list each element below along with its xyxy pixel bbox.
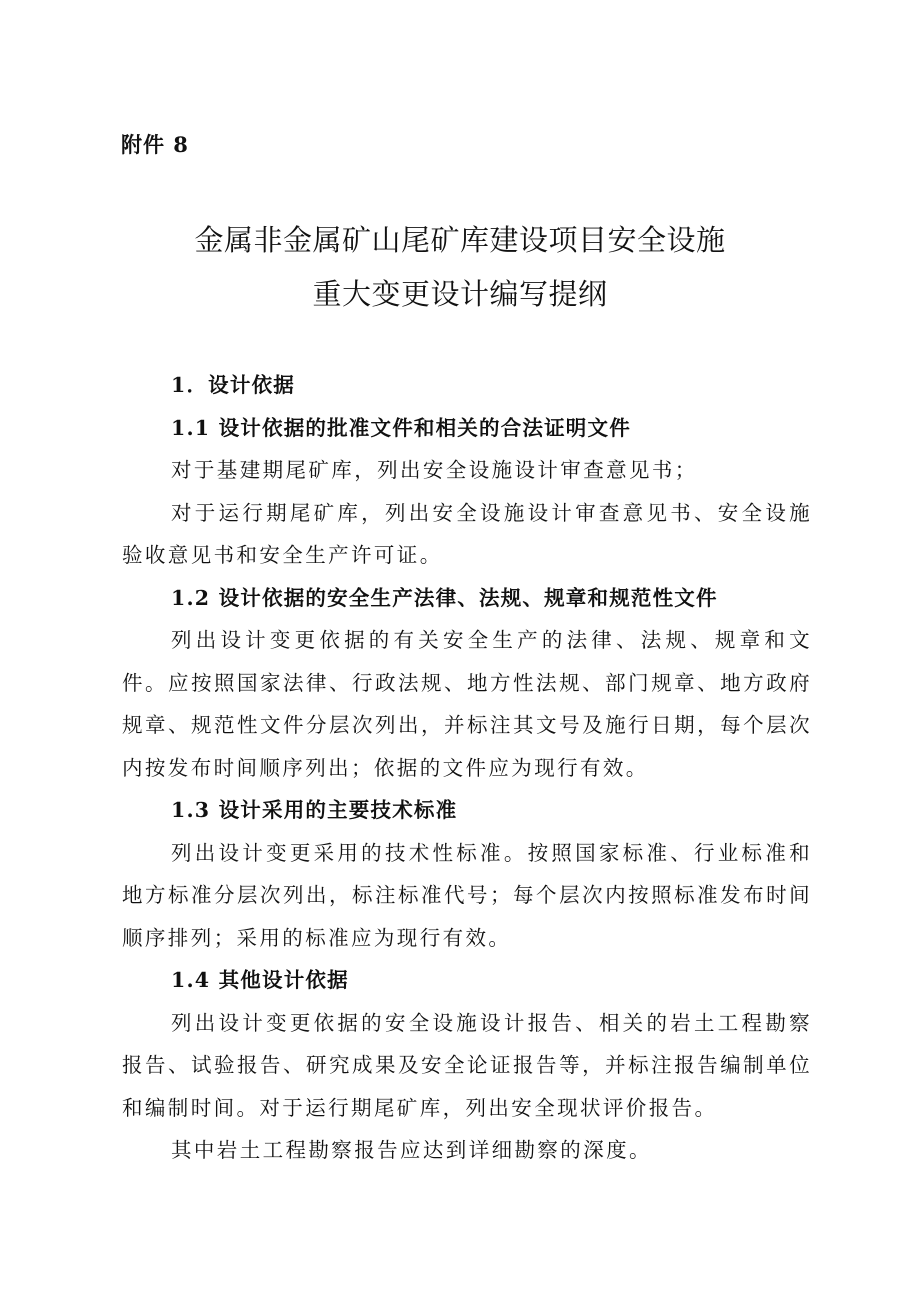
section-heading-1-3: 1.3 设计采用的主要技术标准 bbox=[171, 798, 458, 822]
paragraph: 其中岩土工程勘察报告应达到详细勘察的深度。 bbox=[171, 1138, 652, 1162]
paragraph: 列出设计变更依据的有关安全生产的法律、法规、规章和文件。应按照国家法律、行政法规、地方性法规、部门规章、地方政府规章、规范性文件分层次列出，并标注其文号及施行日期，每个层次内按发布时间顺序列出；依据的文件应为现行有效。 bbox=[122, 628, 812, 780]
paragraph: 列出设计变更采用的技术性标准。按照国家标准、行业标准和地方标准分层次列出，标注标准代号；每个层次内按照标准发布时间顺序排列；采用的标准应为现行有效。 bbox=[122, 840, 812, 950]
document-title-line-1: 金属非金属矿山尾矿库建设项目安全设施 bbox=[194, 223, 726, 257]
paragraph: 对于运行期尾矿库，列出安全设施设计审查意见书、安全设施验收意见书和安全生产许可证。 bbox=[122, 500, 812, 567]
document-body bbox=[122, 364, 812, 1172]
section-heading-1-4: 1.4 其他设计依据 bbox=[171, 968, 349, 992]
paragraph: 列出设计变更依据的安全设施设计报告、相关的岩土工程勘察报告、试验报告、研究成果及安全论证报告等，并标注报告编制单位和编制时间。对于运行期尾矿库，列出安全现状评价报告。 bbox=[122, 1010, 812, 1120]
attachment-label: 附件 8 bbox=[121, 132, 189, 157]
document-title-line-2: 重大变更设计编写提纲 bbox=[312, 277, 608, 311]
section-heading-1: 1．设计依据 bbox=[171, 373, 295, 397]
section-heading-1-1: 1.1 设计依据的批准文件和相关的合法证明文件 bbox=[171, 415, 631, 440]
paragraph: 对于基建期尾矿库，列出安全设施设计审查意见书； bbox=[171, 458, 698, 482]
section-heading-1-2: 1.2 设计依据的安全生产法律、法规、规章和规范性文件 bbox=[171, 585, 718, 610]
